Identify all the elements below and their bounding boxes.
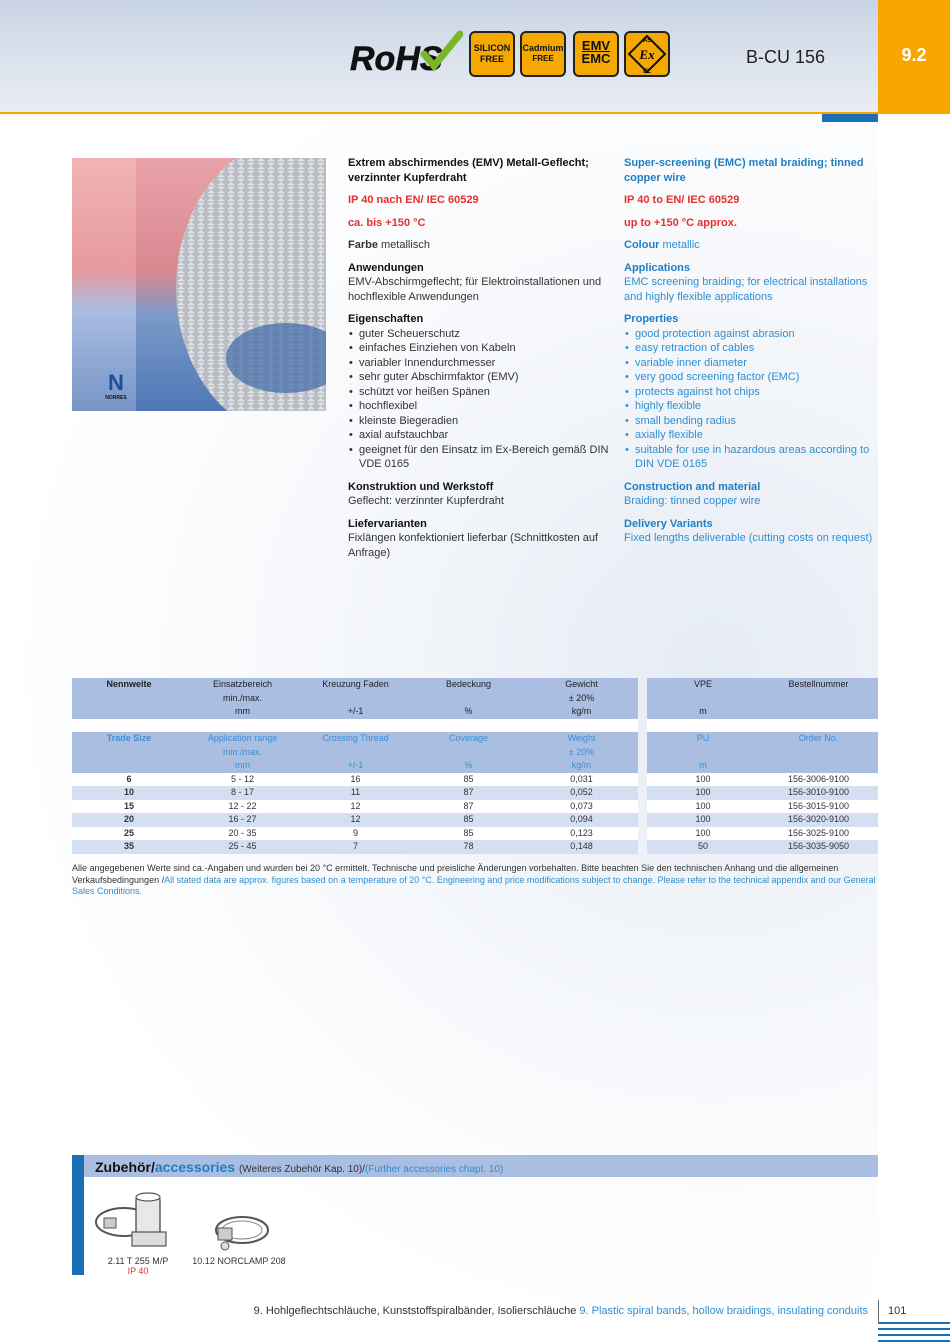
delivery-text-en: Fixed lengths deliverable (cutting costs on request) (624, 532, 873, 544)
table-cell: 5 - 12 (186, 773, 299, 787)
table-cell: 87 (412, 800, 525, 814)
header-cell: +/-1 (299, 705, 412, 719)
properties-list-de (348, 327, 610, 472)
header-cell: Gewicht (525, 678, 638, 692)
table-cell: 100 (647, 827, 759, 841)
table-cell: 11 (299, 786, 412, 800)
list-item: • kleinste Biegeradien (348, 414, 610, 429)
header-cell: VPE (647, 678, 759, 692)
chapter-tab (878, 0, 950, 112)
table-cell: 15 (72, 800, 186, 814)
list-item: • easy retraction of cables (624, 341, 878, 356)
table-cell: 12 (299, 800, 412, 814)
header-cell: Einsatzbereich (186, 678, 299, 692)
product-photo (72, 158, 326, 411)
svg-text:RoHS: RoHS (350, 40, 443, 78)
table-cell: 50 (647, 840, 759, 854)
table-cell: 10 (72, 786, 186, 800)
applications-heading-en: Applications (624, 261, 691, 274)
header-cell (72, 705, 186, 719)
table-row (72, 813, 638, 827)
rohs-logo (348, 30, 463, 78)
list-item: • good protection against abrasion (624, 327, 878, 342)
table-row (72, 773, 638, 787)
table-cell: 20 (72, 813, 186, 827)
header-cell: kg/m (525, 705, 638, 719)
temperature-de: ca. bis +150 °C (348, 216, 426, 229)
table-cell: 100 (647, 773, 759, 787)
header-cell (412, 746, 525, 760)
header-cell (72, 692, 186, 706)
list-item: • hochflexibel (348, 399, 610, 414)
header-cell: kg/m (525, 759, 638, 773)
table-cell: 12 - 22 (186, 800, 299, 814)
emv-emc-badge: EMV EMC (573, 31, 619, 77)
table-cell: 156-3020-9100 (759, 813, 878, 827)
header-cell: Crossing Thread (299, 732, 412, 746)
header-cell: Weight (525, 732, 638, 746)
product-code: B-CU 156 (746, 47, 826, 67)
table-row (72, 786, 638, 800)
table-cell: 156-3025-9100 (759, 827, 878, 841)
header-cell: ± 20% (525, 746, 638, 760)
accessory-item-2[interactable]: 10.12 NORCLAMP 208 (192, 1256, 286, 1266)
list-item: • einfaches Einziehen von Kabeln (348, 341, 610, 356)
norres-logo: N NORRES (105, 370, 127, 401)
header-rule (0, 112, 950, 114)
header-cell: +/-1 (299, 759, 412, 773)
table-cell: 100 (647, 800, 759, 814)
header-cell: Nennweite (72, 678, 186, 692)
delivery-heading-en: Delivery Variants (624, 517, 713, 530)
list-item: • small bending radius (624, 414, 878, 429)
table-row (647, 786, 878, 800)
norclamp-image (210, 1210, 272, 1254)
properties-heading-de: Eigenschaften (348, 313, 424, 325)
header-cell (759, 746, 878, 760)
header-cell (647, 746, 759, 760)
table-row (72, 800, 638, 814)
header-cell: min./max. (186, 746, 299, 760)
header-cell (647, 692, 759, 706)
footer-divider (878, 1300, 879, 1324)
list-item: • geeignet für den Einsatz im Ex-Bereich gemäß DIN VDE 0165 (348, 443, 610, 472)
header_en-header-row (647, 759, 878, 773)
table-row (647, 840, 878, 854)
table-cell: 9 (299, 827, 412, 841)
table-cell: 0,031 (525, 773, 638, 787)
list-item: • axially flexible (624, 428, 878, 443)
header-cell (72, 746, 186, 760)
table-cell: 12 (299, 813, 412, 827)
list-item: • axial aufstauchbar (348, 428, 610, 443)
table-row (647, 800, 878, 814)
list-item: • sehr guter Abschirmfaktor (EMV) (348, 370, 610, 385)
cadmium-free-badge: Cadmium FREE (520, 31, 566, 77)
temperature-en: up to +150 °C approx. (624, 216, 737, 229)
header-accent (822, 114, 878, 122)
header_en-header-row (72, 759, 638, 773)
table-cell: 156-3010-9100 (759, 786, 878, 800)
list-item: • schützt vor heißen Spänen (348, 385, 610, 400)
header_de-header-row (72, 678, 638, 692)
construction-heading-de: Konstruktion und Werkstoff (348, 480, 494, 493)
list-item: • very good screening factor (EMC) (624, 370, 878, 385)
table-cell: 25 - 45 (186, 840, 299, 854)
header-cell: m (647, 759, 759, 773)
ip-rating-en: IP 40 to EN/ IEC 60529 (624, 194, 740, 206)
description-english (624, 156, 878, 546)
header_de-header-row (647, 692, 878, 706)
header_de-header-row (647, 705, 878, 719)
header-cell (759, 692, 878, 706)
table-cell: 85 (412, 773, 525, 787)
header-cell: ± 20% (525, 692, 638, 706)
applications-text-en: EMC screening braiding; for electrical installations and highly flexible applications (624, 276, 868, 303)
header-cell (72, 759, 186, 773)
title-en: Super-screening (EMC) metal braiding; tinned copper wire (624, 157, 864, 184)
header-cell (759, 759, 878, 773)
accessories-title: Zubehör/accessories (Weiteres Zubehör Kap. 10)/(Further accessories chapt. 10) (95, 1159, 504, 1175)
atex-badge (624, 31, 670, 77)
colour-de: Farbe metallisch (348, 239, 430, 251)
header-cell: Coverage (412, 732, 525, 746)
header-cell: mm (186, 705, 299, 719)
properties-list-en (624, 327, 878, 472)
order-table (647, 678, 878, 854)
applications-text-de: EMV-Abschirmgeflecht; für Elektroinstallationen und hochflexible Anwendungen (348, 276, 602, 303)
accessory-item-1[interactable]: 2.11 T 255 M/P IP 40 (107, 1256, 169, 1276)
table-cell: 156-3006-9100 (759, 773, 878, 787)
table-cell: 25 (72, 827, 186, 841)
header-cell: Bestellnummer (759, 678, 878, 692)
list-item: • variabler Innendurchmesser (348, 356, 610, 371)
header-cell: Trade Size (72, 732, 186, 746)
header-cell: % (412, 759, 525, 773)
header-cell: mm (186, 759, 299, 773)
accessories-accent (72, 1155, 84, 1275)
braided-hose-image (136, 158, 326, 411)
table-cell: 0,094 (525, 813, 638, 827)
header-cell: Order No. (759, 732, 878, 746)
colour-en: Colour metallic (624, 239, 700, 251)
title-de: Extrem abschirmendes (EMV) Metall-Geflecht; verzinnter Kupferdraht (348, 157, 589, 184)
svg-text:AS: AS (642, 38, 652, 44)
description-german (348, 156, 610, 560)
table-row (647, 773, 878, 787)
properties-heading-en: Properties (624, 313, 679, 325)
table-cell: 6 (72, 773, 186, 787)
side-strip (878, 114, 950, 1343)
table-cell: 85 (412, 827, 525, 841)
header-cell (759, 705, 878, 719)
table-cell: 8 - 17 (186, 786, 299, 800)
header-cell: % (412, 705, 525, 719)
table-cell: 0,148 (525, 840, 638, 854)
table-cell: 87 (412, 786, 525, 800)
table-row (647, 813, 878, 827)
table-cell: 16 - 27 (186, 813, 299, 827)
page-footer: 9. Hohlgeflechtschläuche, Kunststoffspiralbänder, Isolierschläuche 9. Plastic spiral bands, hollow braidings, insulating conduits (253, 1305, 868, 1317)
header_en-header-row (72, 732, 638, 746)
header_en-header-row (647, 732, 878, 746)
list-item: • suitable for use in hazardous areas according to DIN VDE 0165 (624, 443, 878, 472)
page-number: 101 (888, 1305, 907, 1317)
header-cell (299, 746, 412, 760)
table-cell: 156-3015-9100 (759, 800, 878, 814)
list-item: • guter Scheuerschutz (348, 327, 610, 342)
silicon-free-badge: SILICON FREE (469, 31, 515, 77)
applications-heading-de: Anwendungen (348, 261, 424, 274)
chapter-number: 9.2 (901, 45, 927, 65)
svg-text:Ex: Ex (639, 47, 655, 62)
table-cell: 20 - 35 (186, 827, 299, 841)
header_en-header-row (72, 746, 638, 760)
header_de-header-row (72, 705, 638, 719)
header-cell: PU (647, 732, 759, 746)
svg-text:EL: EL (643, 69, 651, 75)
table-cell: 85 (412, 813, 525, 827)
table-cell: 78 (412, 840, 525, 854)
delivery-heading-de: Liefervarianten (348, 517, 427, 530)
table-cell: 156-3035-9050 (759, 840, 878, 854)
header-cell: Bedeckung (412, 678, 525, 692)
header-cell: m (647, 705, 759, 719)
table-row (72, 840, 638, 854)
table-row (647, 827, 878, 841)
construction-text-en: Braiding: tinned copper wire (624, 495, 761, 507)
table-cell: 16 (299, 773, 412, 787)
ip-rating-de: IP 40 nach EN/ IEC 60529 (348, 194, 479, 206)
construction-heading-en: Construction and material (624, 480, 761, 493)
header-cell: Application range (186, 732, 299, 746)
header-cell (412, 692, 525, 706)
list-item: • variable inner diameter (624, 356, 878, 371)
list-item: • highly flexible (624, 399, 878, 414)
header_en-header-row (647, 746, 878, 760)
header-cell: min./max. (186, 692, 299, 706)
hose-clamp-fitting-image (88, 1188, 183, 1256)
table-cell: 0,052 (525, 786, 638, 800)
list-item: • protects against hot chips (624, 385, 878, 400)
table-cell: 7 (299, 840, 412, 854)
table-row (72, 827, 638, 841)
header_de-header-row (647, 678, 878, 692)
header-cell (299, 692, 412, 706)
table-cell: 0,123 (525, 827, 638, 841)
table-cell: 0,073 (525, 800, 638, 814)
construction-text-de: Geflecht: verzinnter Kupferdraht (348, 495, 504, 507)
spec-table (72, 678, 638, 854)
header_de-header-row (72, 692, 638, 706)
table-footnote: Alle angegebenen Werte sind ca.-Angaben und wurden bei 20 °C ermittelt. Technische und preisliche Änderungen vorbehalten. Bitte beachten Sie den technischen Anhang und die allgemeinen Verkaufsbedingungen /All stated data are approx. figures based on a temperature of 20 °C. Engineering and price modifications subject to change. Please refer to the technical appendix and our General Sales Conditions. (72, 863, 876, 896)
table-cell: 100 (647, 813, 759, 827)
table-cell: 35 (72, 840, 186, 854)
header-cell: Kreuzung Faden (299, 678, 412, 692)
table-cell: 100 (647, 786, 759, 800)
delivery-text-de: Fixlängen konfektioniert lieferbar (Schnittkosten auf Anfrage) (348, 532, 599, 559)
